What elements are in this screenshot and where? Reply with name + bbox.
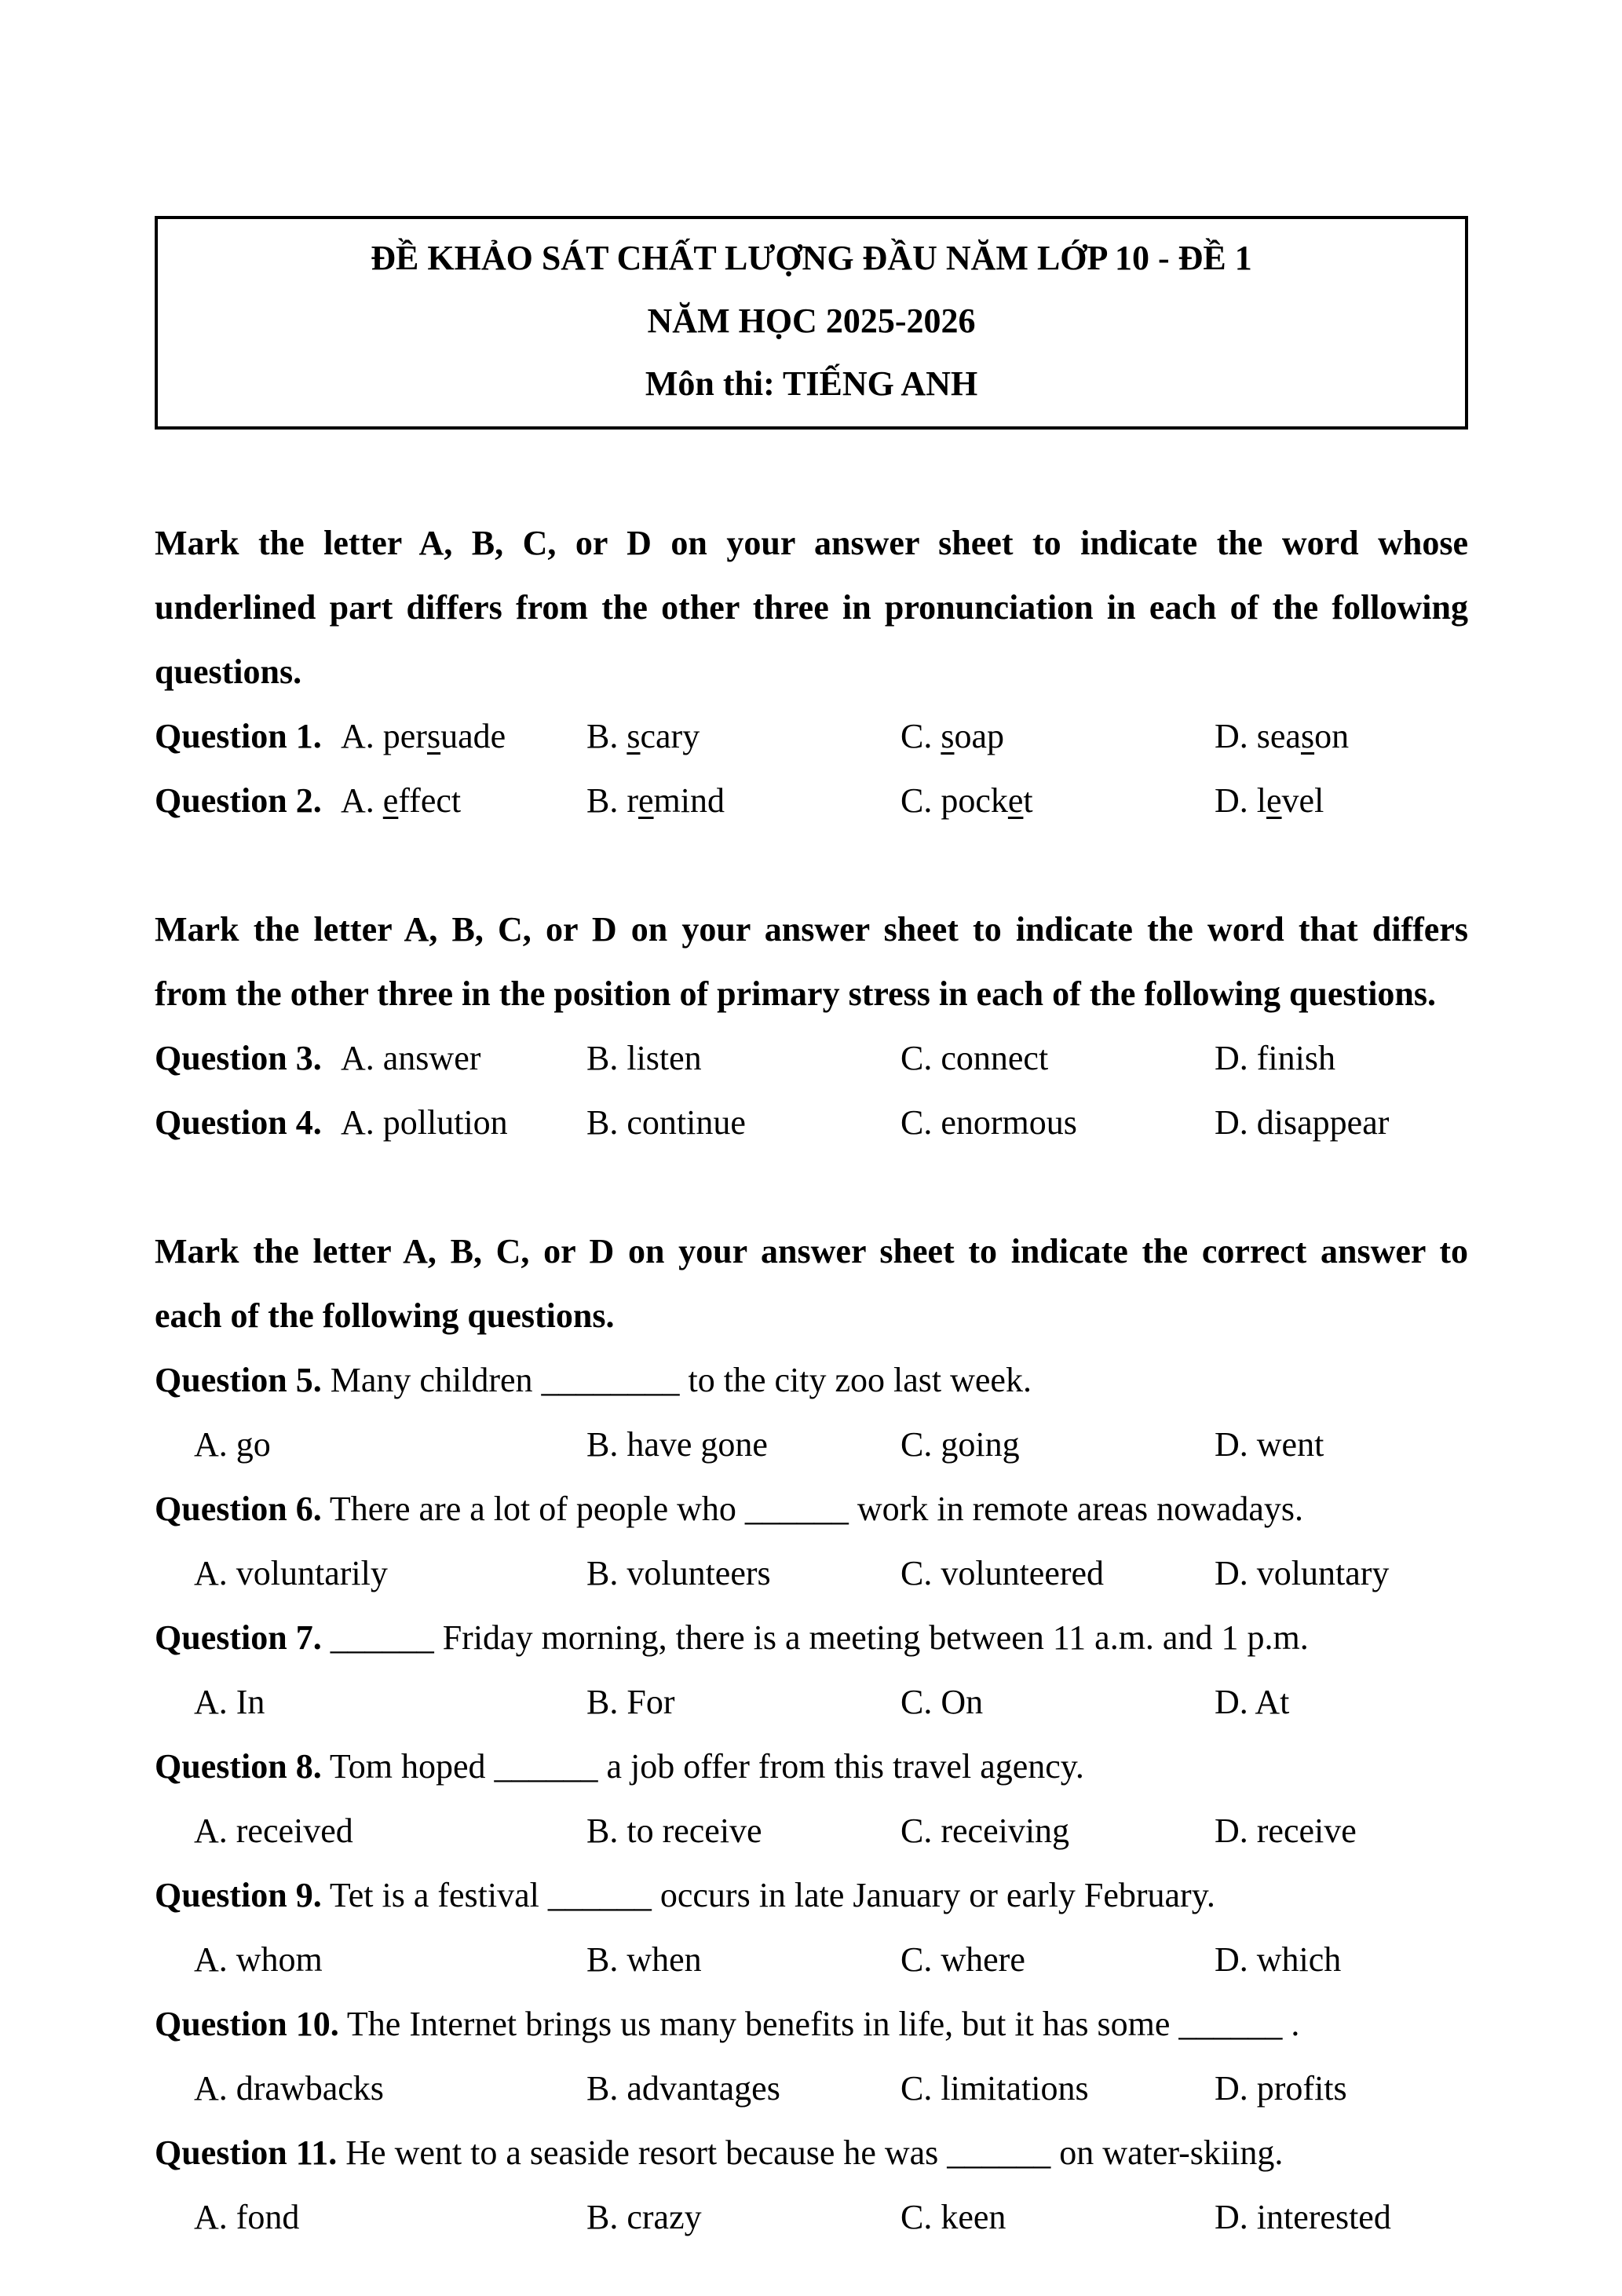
option-text: At	[1255, 1683, 1290, 1721]
option-label: A.	[194, 1425, 228, 1464]
option-text: pocket	[941, 781, 1033, 820]
option-c	[901, 2057, 1215, 2121]
option-label: B.	[586, 1103, 619, 1142]
option-text: profits	[1256, 2069, 1347, 2108]
option-text: going	[941, 1425, 1020, 1464]
option-text: persuade	[382, 717, 506, 755]
option-b	[586, 1799, 901, 1863]
option-label: C.	[901, 1554, 933, 1592]
option-c	[901, 769, 1215, 833]
option-d	[1215, 1413, 1468, 1477]
option-label: B.	[586, 781, 619, 820]
question-4	[155, 1091, 1468, 1155]
option-label: A.	[194, 1683, 228, 1721]
option-label: B.	[586, 717, 619, 755]
option-a	[341, 704, 586, 769]
option-label: C.	[901, 1103, 933, 1142]
option-label: B.	[586, 1554, 619, 1592]
option-a	[194, 1799, 586, 1863]
exam-school-year: NĂM HỌC 2025-2026	[647, 302, 976, 340]
question-number: Question 6.	[155, 1490, 322, 1528]
option-b	[586, 1670, 901, 1735]
option-text: answer	[382, 1039, 481, 1077]
option-label: D.	[1215, 2198, 1248, 2236]
option-text: soap	[941, 717, 1005, 755]
option-text: For	[627, 1683, 675, 1721]
option-d	[1215, 769, 1468, 833]
question-6-stem	[155, 1477, 1468, 1541]
question-text: Many children ________ to the city zoo last week.	[330, 1361, 1032, 1399]
option-c	[901, 2185, 1215, 2250]
question-text: ______ Friday morning, there is a meeting between 11 a.m. and 1 p.m.	[330, 1618, 1309, 1657]
option-label: D.	[1215, 1940, 1248, 1979]
instruction-line: from the other three in the position of primary stress in each of the following questions.	[155, 974, 1437, 1013]
option-label: B.	[586, 1812, 619, 1850]
option-text: volunteers	[627, 1554, 771, 1592]
option-label: A.	[194, 1554, 228, 1592]
option-label: D.	[1215, 1683, 1248, 1721]
option-d	[1215, 2057, 1468, 2121]
option-b	[586, 704, 901, 769]
option-label: C.	[901, 717, 933, 755]
question-9-stem	[155, 1863, 1468, 1928]
option-a	[194, 1928, 586, 1992]
option-label: A.	[341, 717, 374, 755]
option-a	[194, 1541, 586, 1606]
exam-subject: Môn thi: TIẾNG ANH	[645, 364, 978, 403]
option-b	[586, 1928, 901, 1992]
option-text: crazy	[627, 2198, 702, 2236]
option-label: A.	[341, 1039, 374, 1077]
option-text: season	[1256, 717, 1350, 755]
option-c	[901, 1541, 1215, 1606]
option-label: B.	[586, 1683, 619, 1721]
option-label: B.	[586, 1039, 619, 1077]
option-label: D.	[1215, 717, 1248, 755]
question-10-options	[155, 2057, 1468, 2121]
question-text: Tet is a festival ______ occurs in late January or early February.	[329, 1876, 1215, 1914]
option-label: C.	[901, 1683, 933, 1721]
option-text: level	[1256, 781, 1324, 820]
option-d	[1215, 1928, 1468, 1992]
option-b	[586, 769, 901, 833]
option-label: C.	[901, 781, 933, 820]
option-d	[1215, 1670, 1468, 1735]
option-label: A.	[194, 1940, 228, 1979]
option-label: A.	[194, 2069, 228, 2108]
instruction-line: underlined part differs from the other three in pronunciation in each of the following	[155, 588, 1468, 627]
option-label: C.	[901, 2069, 933, 2108]
option-text: pollution	[382, 1103, 508, 1142]
option-text: keen	[941, 2198, 1006, 2236]
option-d	[1215, 1026, 1468, 1091]
option-b	[586, 1413, 901, 1477]
question-5-stem	[155, 1348, 1468, 1413]
option-label: B.	[586, 1940, 619, 1979]
option-c	[901, 1928, 1215, 1992]
option-text: went	[1256, 1425, 1324, 1464]
option-text: voluntarily	[236, 1554, 388, 1592]
question-number: Question 8.	[155, 1747, 322, 1786]
option-label: A.	[194, 1812, 228, 1850]
question-9-options	[155, 1928, 1468, 1992]
option-a	[194, 1670, 586, 1735]
option-d	[1215, 1799, 1468, 1863]
exam-header-box	[155, 216, 1468, 430]
option-text: enormous	[941, 1103, 1077, 1142]
option-b	[586, 2185, 901, 2250]
option-c	[901, 1413, 1215, 1477]
option-b	[586, 1026, 901, 1091]
instruction-line: each of the following questions.	[155, 1296, 615, 1335]
instruction-line: Mark the letter A, B, C, or D on your answer sheet to indicate the word whose	[155, 524, 1468, 562]
option-label: D.	[1215, 1103, 1248, 1142]
instruction-line: Mark the letter A, B, C, or D on your answer sheet to indicate the correct answer to	[155, 1232, 1468, 1270]
question-3	[155, 1026, 1468, 1091]
question-text: The Internet brings us many benefits in life, but it has some ______ .	[346, 2005, 1300, 2043]
option-text: remind	[627, 781, 725, 820]
option-text: listen	[627, 1039, 702, 1077]
option-label: A.	[194, 2198, 228, 2236]
option-text: limitations	[941, 2069, 1089, 2108]
question-number: Question 9.	[155, 1876, 322, 1914]
question-10-stem	[155, 1992, 1468, 2057]
option-label: D.	[1215, 1554, 1248, 1592]
option-text: drawbacks	[236, 2069, 384, 2108]
question-number: Question 5.	[155, 1361, 322, 1399]
option-text: disappear	[1256, 1103, 1390, 1142]
option-a	[341, 769, 586, 833]
option-label: D.	[1215, 1812, 1248, 1850]
option-text: which	[1256, 1940, 1342, 1979]
option-text: where	[941, 1940, 1025, 1979]
question-7-stem	[155, 1606, 1468, 1670]
option-text: interested	[1256, 2198, 1391, 2236]
instruction-stress	[155, 898, 1468, 1026]
question-11-stem	[155, 2121, 1468, 2185]
option-text: to receive	[627, 1812, 762, 1850]
option-a	[341, 1091, 586, 1155]
option-text: receive	[1256, 1812, 1357, 1850]
question-number: Question 10.	[155, 2005, 339, 2043]
option-text: scary	[627, 717, 700, 755]
option-label: D.	[1215, 1039, 1248, 1077]
option-text: when	[627, 1940, 702, 1979]
option-text: In	[236, 1683, 265, 1721]
question-8-stem	[155, 1735, 1468, 1799]
option-text: finish	[1256, 1039, 1336, 1077]
option-text: continue	[627, 1103, 746, 1142]
option-text: voluntary	[1256, 1554, 1390, 1592]
option-label: C.	[901, 1425, 933, 1464]
question-number: Question 11.	[155, 2133, 338, 2172]
question-text: Tom hoped ______ a job offer from this travel agency.	[329, 1747, 1084, 1786]
option-text: received	[236, 1812, 353, 1850]
option-d	[1215, 2185, 1468, 2250]
question-number: Question 3.	[155, 1039, 322, 1077]
question-5-options	[155, 1413, 1468, 1477]
option-label: B.	[586, 2069, 619, 2108]
option-a	[194, 2185, 586, 2250]
question-11-options	[155, 2185, 1468, 2250]
question-number: Question 4.	[155, 1103, 322, 1142]
option-c	[901, 1670, 1215, 1735]
option-c	[901, 1091, 1215, 1155]
option-label: C.	[901, 2198, 933, 2236]
option-text: effect	[382, 781, 462, 820]
option-a	[194, 2057, 586, 2121]
option-d	[1215, 1091, 1468, 1155]
option-c	[901, 1799, 1215, 1863]
question-2	[155, 769, 1468, 833]
instruction-correct-answer	[155, 1219, 1468, 1348]
option-label: A.	[341, 1103, 374, 1142]
option-text: go	[236, 1425, 271, 1464]
option-c	[901, 704, 1215, 769]
question-text: He went to a seaside resort because he was ______ on water-skiing.	[345, 2133, 1284, 2172]
question-8-options	[155, 1799, 1468, 1863]
option-text: advantages	[627, 2069, 780, 2108]
option-label: C.	[901, 1812, 933, 1850]
option-text: On	[941, 1683, 984, 1721]
option-label: D.	[1215, 1425, 1248, 1464]
option-text: whom	[236, 1940, 323, 1979]
option-text: connect	[941, 1039, 1049, 1077]
option-label: B.	[586, 2198, 619, 2236]
option-c	[901, 1026, 1215, 1091]
question-number: Question 1.	[155, 717, 322, 755]
option-label: C.	[901, 1940, 933, 1979]
option-text: have gone	[627, 1425, 768, 1464]
option-label: C.	[901, 1039, 933, 1077]
option-label: D.	[1215, 2069, 1248, 2108]
option-label: D.	[1215, 781, 1248, 820]
option-a	[341, 1026, 586, 1091]
option-b	[586, 1541, 901, 1606]
question-6-options	[155, 1541, 1468, 1606]
instruction-pronunciation	[155, 511, 1468, 704]
option-label: A.	[341, 781, 374, 820]
question-1	[155, 704, 1468, 769]
question-7-options	[155, 1670, 1468, 1735]
option-text: receiving	[941, 1812, 1070, 1850]
option-b	[586, 2057, 901, 2121]
option-a	[194, 1413, 586, 1477]
option-text: volunteered	[941, 1554, 1105, 1592]
question-number: Question 7.	[155, 1618, 322, 1657]
option-d	[1215, 704, 1468, 769]
option-text: fond	[236, 2198, 300, 2236]
question-text: There are a lot of people who ______ work in remote areas nowadays.	[329, 1490, 1304, 1528]
option-d	[1215, 1541, 1468, 1606]
question-number: Question 2.	[155, 781, 322, 820]
instruction-line: questions.	[155, 653, 302, 691]
exam-title: ĐỀ KHẢO SÁT CHẤT LƯỢNG ĐẦU NĂM LỚP 10 - ĐỀ 1	[371, 239, 1252, 277]
option-label: B.	[586, 1425, 619, 1464]
instruction-line: Mark the letter A, B, C, or D on your answer sheet to indicate the word that differs	[155, 910, 1468, 949]
option-b	[586, 1091, 901, 1155]
